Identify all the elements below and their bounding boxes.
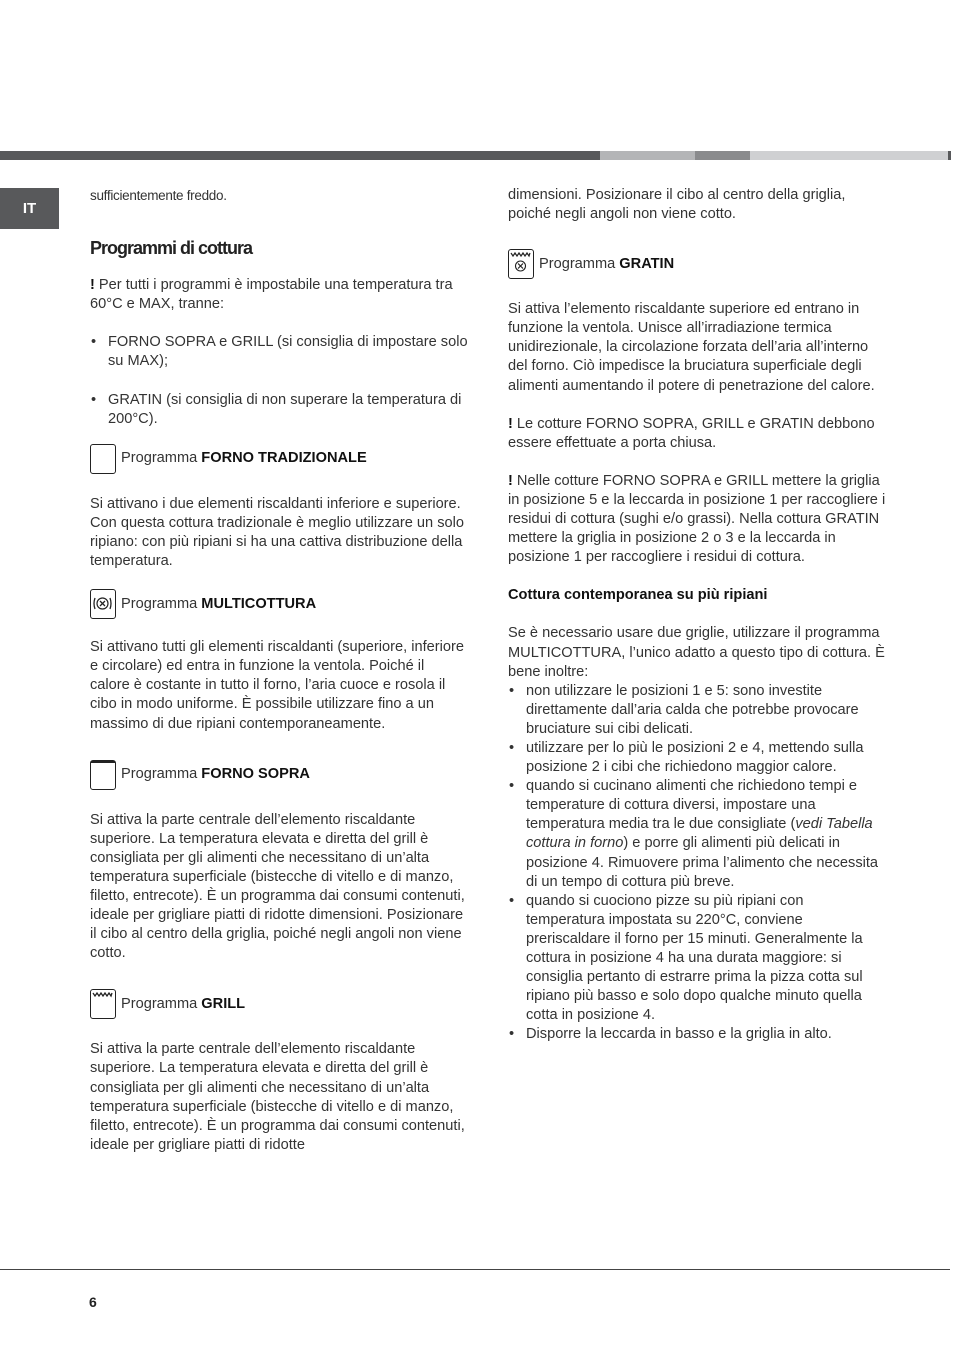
note-paragraph: ! Nelle cotture FORNO SOPRA e GRILL mettere la griglia in posizione 5 e la leccarda in posizione 1 per raccogliere i residui di cottura (sughi e/o grassi). Nella cottura GRATIN mettere la griglia in posizione 2 o 3 e la leccarda in posizione 1 per raccogliere i residui di cottura. (508, 472, 886, 566)
program-grill (90, 988, 468, 1020)
page-number: 6 (89, 1294, 97, 1310)
list-item: • quando si cucinano alimenti che richiedono tempi e temperature di cottura diversi, impostare una temperatura media tra le due consigliate (vedi Tabella cottura in forno) e porre gli alimenti più delicati in posizione 4. Rimuovere prima l’alimento che necessita di un tempo di cottura più breve. (508, 777, 886, 892)
language-tab: IT (0, 188, 59, 229)
program-label: Programma FORNO TRADIZIONALE (121, 450, 367, 467)
program-label: Programma GRILL (121, 995, 246, 1012)
fan-multicooking-icon (90, 589, 116, 619)
right-column (508, 186, 886, 1044)
list-item: • utilizzare per lo più le posizioni 2 e 4, mettendo sulla posizione 2 i cibi che richiedono maggior calore. (508, 739, 886, 777)
paragraph: Se è necessario usare due griglie, utilizzare il programma MULTICOTTURA, l’unico adatto a questo tipo di cottura. È bene inoltre: (508, 625, 885, 680)
traditional-oven-icon (90, 444, 116, 474)
note-paragraph: ! Le cotture FORNO SOPRA, GRILL e GRATIN debbono essere effettuate a porta chiusa. (508, 415, 875, 451)
grill-icon (90, 989, 116, 1019)
program-description: Si attiva la parte centrale dell’elemento riscaldante superiore. La temperatura elevata e diretta del grill è consigliata per gli alimenti che necessitano di un’alta temperatura superficiale (bistecche di vitello e di manzo, filetto, entrecote). È un programma dai consumi contenuti, ideale per grigliare piatti di ridotte (90, 1041, 465, 1153)
program-multicottura (90, 588, 468, 620)
footer-divider (0, 1269, 950, 1270)
program-forno-sopra (90, 759, 468, 791)
warning-mark: ! (508, 472, 513, 489)
note-paragraph: ! Per tutti i programmi è impostabile una temperatura tra 60°C e MAX, tranne: (90, 277, 453, 313)
program-description: Si attivano i due elementi riscaldanti inferiore e superiore. Con questa cottura tradizionale è meglio utilizzare un solo ripiano: con più ripiani si ha una cattiva distribuzione della temperatura. (90, 495, 464, 570)
top-oven-icon (90, 760, 116, 790)
list-item: • FORNO SOPRA e GRILL (si consiglia di impostare solo su MAX); (90, 333, 468, 371)
program-description: Si attiva l’elemento riscaldante superiore ed entrano in funzione la ventola. Unisce all’irradiazione termica unidirezionale, la circolazione forzata dell’aria all’interno del forno. Ciò impedisce la bruciatura superficiale degli alimenti aumentando il potere di penetrazione del calore. (508, 301, 875, 394)
continued-text: dimensioni. Posizionare il cibo al centro della griglia, poiché negli angoli non viene cotto. (508, 187, 846, 223)
program-description: Si attiva la parte centrale dell’elemento riscaldante superiore. La temperatura elevata e diretta del grill è consigliata per gli alimenti che necessitano di un’alta temperatura superficiale (bistecche di vitello e di manzo, filetto, entrecote). È un programma dai consumi contenuti, ideale per grigliare piatti di ridotte dimensioni. Posizionare il cibo al centro della griglia, poiché negli angoli non viene cotto. (90, 811, 465, 962)
program-label: Programma FORNO SOPRA (121, 766, 310, 783)
list-item: • quando si cuociono pizze su più ripiani con temperatura impostata su 220°C, conviene preriscaldare il forno per 15 minuti. Generalmente la cottura in posizione 4 ha una durata maggiore: si consiglia pertanto di estrarre prima la pizza cotta sul ripiano più basso e solo dopo qualche minuto quella cotta in posizione 4. (508, 892, 886, 1026)
program-description: Si attivano tutti gli elementi riscaldanti (superiore, inferiore e circolare) ed entra in funzione la ventola. Poiché il calore è costante in tutto il forno, l’aria cuoce e rosola il cibo in modo uniforme. È possibile utilizzare fino a un massimo di due ripiani contemporaneamente. (90, 639, 464, 732)
gratin-icon (508, 249, 534, 279)
section-heading: Programmi di cottura (90, 238, 253, 259)
program-forno-tradizionale (90, 443, 468, 475)
program-label: Programma GRATIN (539, 255, 675, 272)
program-label: Programma MULTICOTTURA (121, 595, 317, 612)
left-column (90, 186, 468, 1155)
program-gratin (508, 248, 886, 280)
list-item: • non utilizzare le posizioni 1 e 5: sono investite direttamente dall’aria calda che potrebbe provocare bruciature sui cibi delicati. (508, 682, 886, 739)
intro-text: sufficientemente freddo. (90, 188, 227, 203)
subsection-heading: Cottura contemporanea su più ripiani (508, 587, 768, 604)
warning-mark: ! (508, 415, 513, 432)
header-color-bar (0, 151, 954, 160)
warning-mark: ! (90, 277, 95, 294)
list-item: • GRATIN (si consiglia di non superare la temperatura di 200°C). (90, 391, 468, 429)
list-item: • Disporre la leccarda in basso e la griglia in alto. (508, 1025, 886, 1044)
